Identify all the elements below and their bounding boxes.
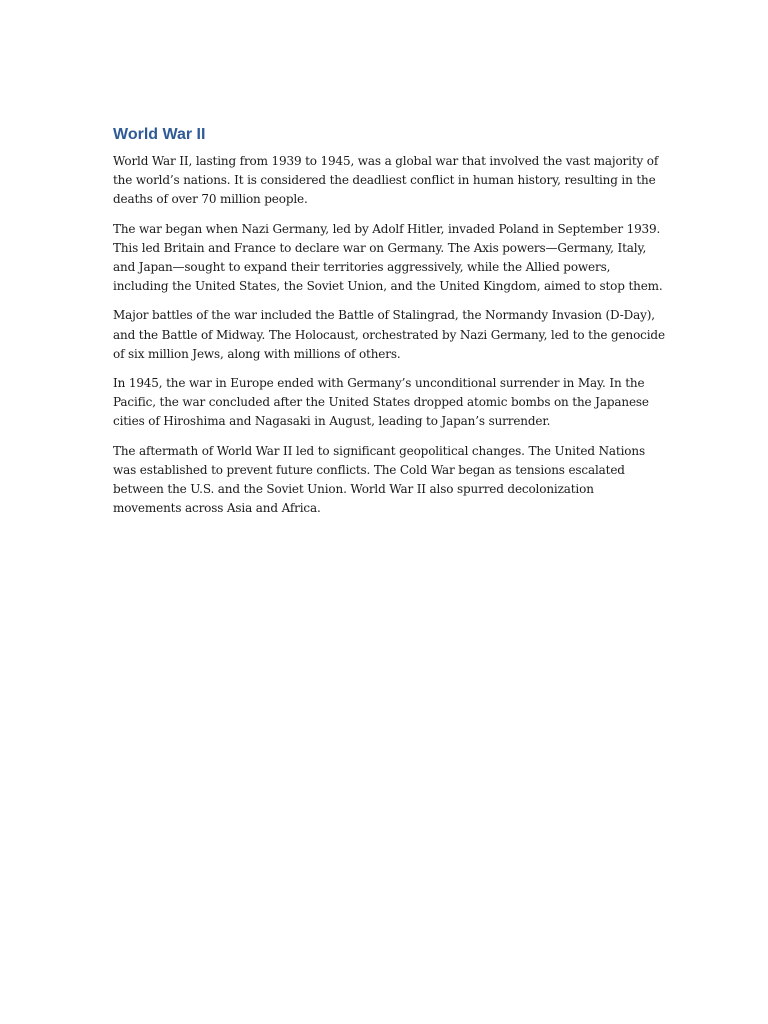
text-line: including the United States, the Soviet Union, and the United Kingdom, aimed to stop them. — [113, 279, 663, 294]
text-line: between the U.S. and the Soviet Union. World War II also spurred decolonization — [113, 482, 594, 497]
paragraph-war-end — [113, 374, 658, 432]
text-line: World War II, lasting from 1939 to 1945, was a global war that involved the vast majority of — [113, 154, 659, 168]
document-body — [113, 124, 665, 528]
paragraph-major-battles — [113, 306, 665, 364]
text-line: the world’s nations. It is considered the deadliest conflict in human history, resulting in the — [113, 173, 656, 188]
text-line: The war began when Nazi Germany, led by Adolf Hitler, invaded Poland in September 1939. — [113, 221, 661, 236]
text-line: of six million Jews, along with millions of others. — [113, 346, 401, 361]
text-line: This led Britain and France to declare war on Germany. The Axis powers—Germany, Italy, — [113, 240, 647, 255]
text-line: In 1945, the war in Europe ended with Germany’s unconditional surrender in May. In the — [113, 376, 645, 391]
text-line: and Japan—sought to expand their territories aggressively, while the Allied powers, — [113, 260, 611, 275]
text-line: deaths of over 70 million people. — [113, 192, 308, 207]
text-line: cities of Hiroshima and Nagasaki in August, leading to Japan’s surrender. — [113, 414, 551, 429]
text-line: and the Battle of Midway. The Holocaust, orchestrated by Nazi Germany, led to the genocide — [113, 327, 665, 342]
document-heading: World War II — [113, 126, 206, 143]
text-line: movements across Asia and Africa. — [113, 501, 321, 516]
paragraph-war-beginning — [113, 220, 663, 297]
text-line: Major battles of the war included the Battle of Stalingrad, the Normandy Invasion (D-Day), — [113, 308, 655, 323]
text-line: The aftermath of World War II led to significant geopolitical changes. The United Nations — [113, 443, 645, 458]
paragraph-aftermath — [113, 442, 658, 519]
text-line: Pacific, the war concluded after the United States dropped atomic bombs on the Japanese — [113, 395, 649, 410]
paragraph-intro — [113, 152, 658, 210]
text-line: was established to prevent future conflicts. The Cold War began as tensions escalated — [113, 462, 625, 477]
